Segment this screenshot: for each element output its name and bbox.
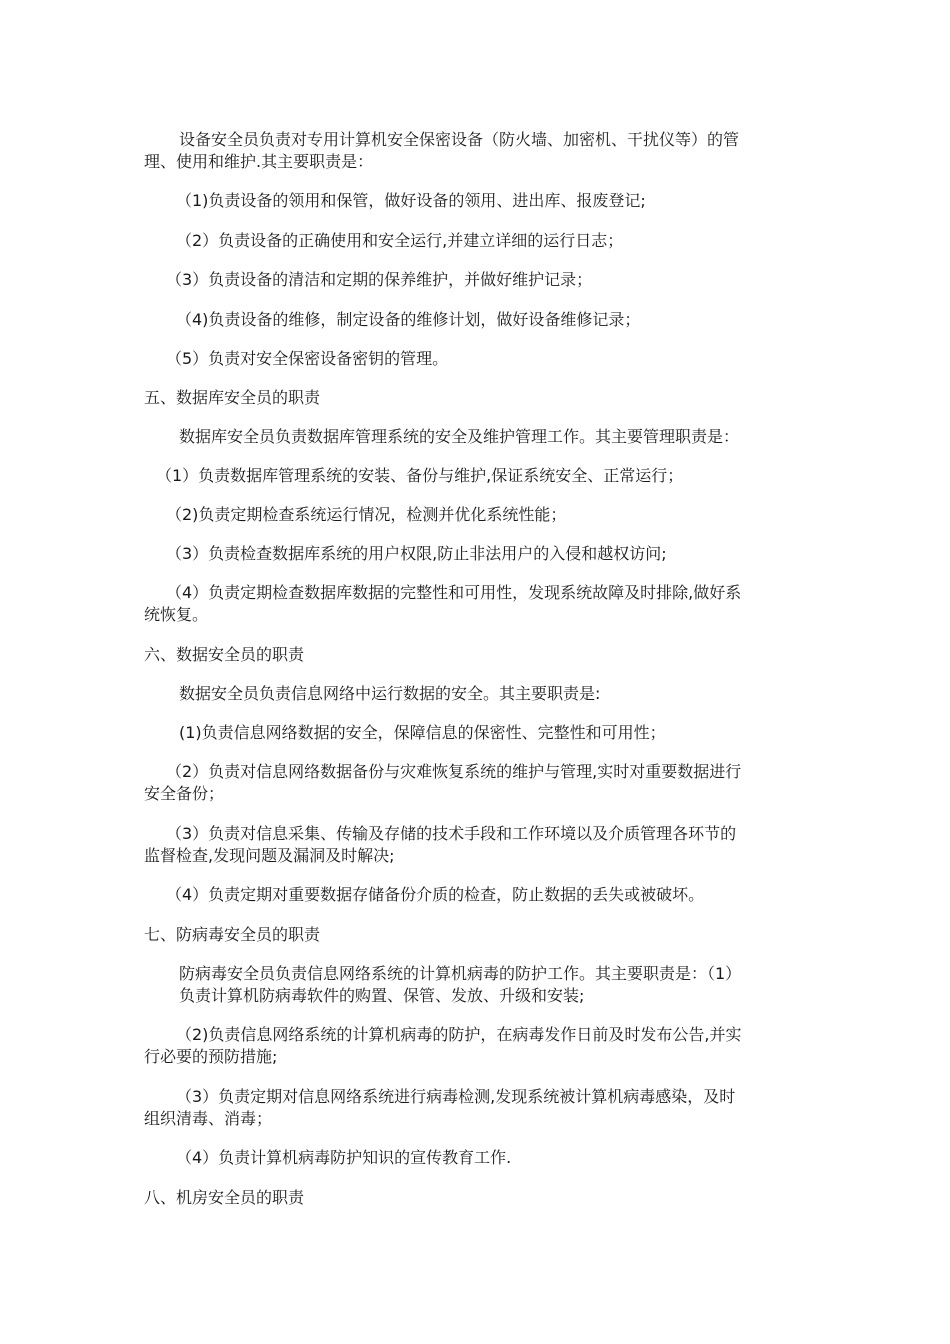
list-item: （4）负责计算机病毒防护知识的宣传教育工作. [176,1148,512,1167]
list-item: (1)负责信息网络数据的安全，保障信息的保密性、完整性和可用性； [179,723,666,742]
text-line: 理、使用和维护.其主要职责是： [144,152,374,171]
text-line: 行必要的预防措施; [144,1047,278,1066]
section-heading: 八、机房安全员的职责 [144,1188,305,1207]
list-item: （2)负责信息网络系统的计算机病毒的防护，在病毒发作日前及时发布公告,并实 [176,1025,742,1044]
text-line: 监督检查,发现问题及漏洞及时解决; [144,846,395,865]
list-item: （2)负责定期检查系统运行情况，检测并优化系统性能； [166,505,567,524]
list-item: （3）负责定期对信息网络系统进行病毒检测,发现系统被计算机病毒感染，及时 [176,1087,736,1106]
list-item: （1)负责设备的领用和保管，做好设备的领用、进出库、报废登记; [176,191,646,210]
section-heading: 六、数据安全员的职责 [144,645,305,664]
text-line: 数据安全员负责信息网络中运行数据的安全。其主要职责是: [179,684,601,703]
section-heading: 七、防病毒安全员的职责 [144,925,321,944]
list-item: （4)负责设备的维修，制定设备的维修计划，做好设备维修记录； [176,310,641,329]
list-item: （3）负责对信息采集、传输及存储的技术手段和工作环境以及介质管理各环节的 [166,824,737,843]
list-item: （2）负责对信息网络数据备份与灾难恢复系统的维护与管理,实时对重要数据进行 [166,762,742,781]
text-line: 安全备份； [144,784,225,803]
text-line: 防病毒安全员负责信息网络系统的计算机病毒的防护工作。其主要职责是：（1） [179,964,742,983]
section-heading: 五、数据库安全员的职责 [144,388,321,407]
list-item: （1）负责数据库管理系统的安装、备份与维护,保证系统安全、正常运行； [156,466,684,485]
text-line: 设备安全员负责对专用计算机安全保密设备（防火墙、加密机、干扰仪等）的管 [179,130,740,149]
list-item: （3）负责设备的清洁和定期的保养维护，并做好维护记录； [166,270,593,289]
list-item: （5）负责对安全保密设备密钥的管理。 [166,349,449,368]
list-item: （3）负责检查数据库系统的用户权限,防止非法用户的入侵和越权访问; [166,544,667,563]
text-line: 组织清毒、消毒； [144,1109,273,1128]
list-item: （2）负责设备的正确使用和安全运行,并建立详细的运行日志； [176,231,624,250]
text-line: 统恢复。 [144,605,209,624]
text-line: 数据库安全员负责数据库管理系统的安全及维护管理工作。其主要管理职责是： [179,427,740,446]
text-line: 负责计算机防病毒软件的购置、保管、发放、升级和安装; [179,986,585,1005]
list-item: （4）负责定期对重要数据存储备份介质的检查，防止数据的丢失或被破坏。 [166,885,705,904]
list-item: （4）负责定期检查数据库数据的完整性和可用性，发现系统故障及时排除,做好系 [166,583,742,602]
